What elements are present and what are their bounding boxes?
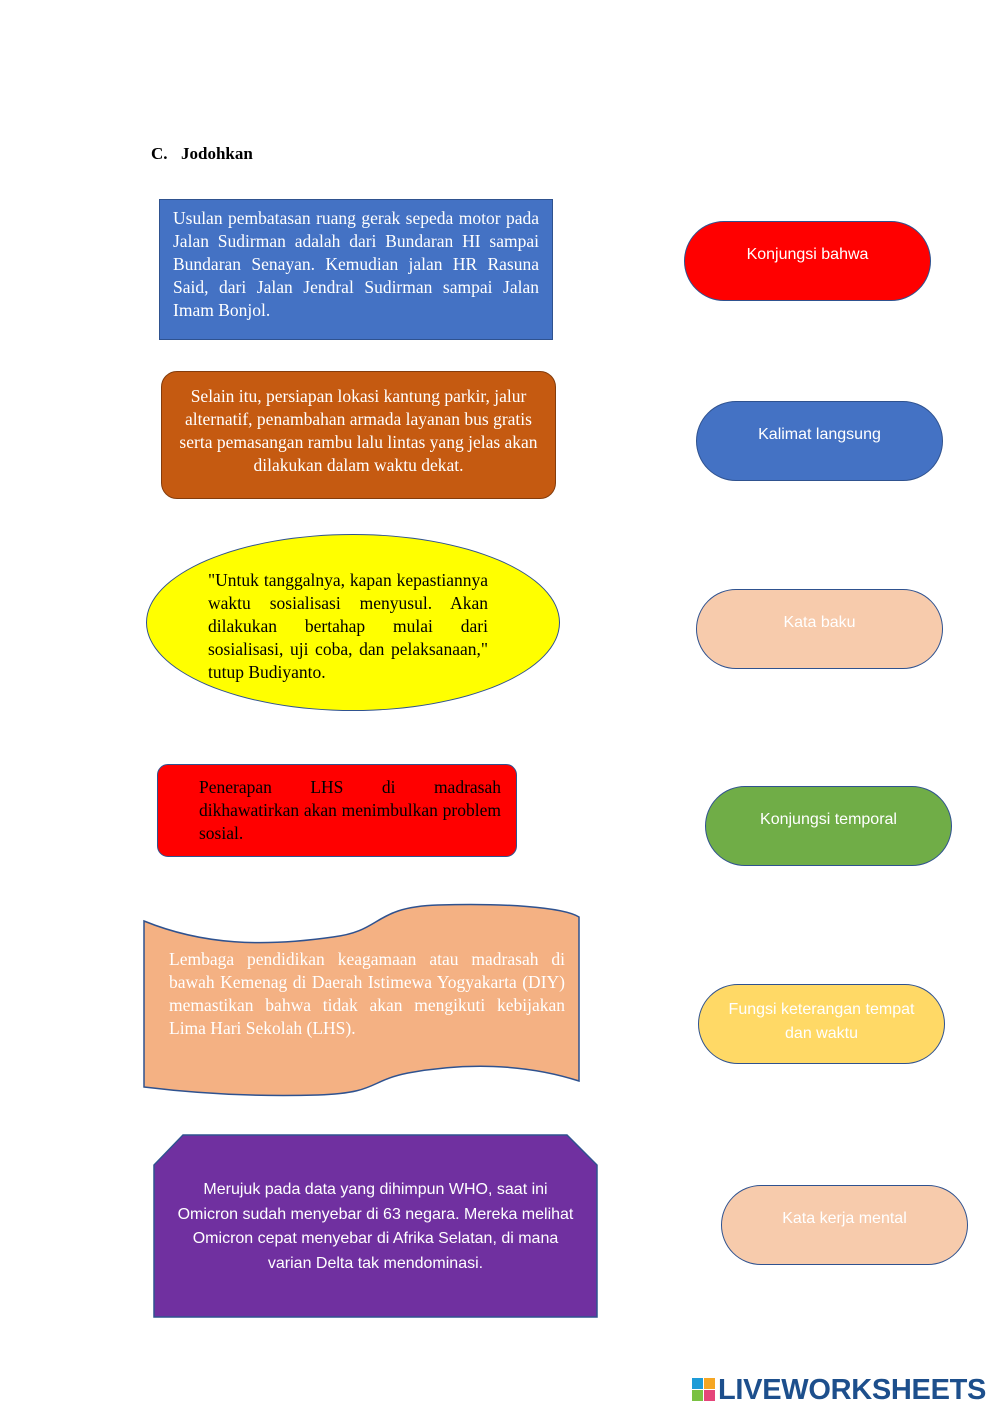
liveworksheets-logo-icon	[692, 1378, 716, 1402]
left-item-2[interactable]	[161, 371, 556, 499]
logo-text: LIVEWORKSHEETS	[718, 1373, 987, 1406]
right-item-4-text: Konjungsi temporal	[760, 811, 897, 828]
left-item-4[interactable]	[157, 764, 517, 857]
right-item-5[interactable]	[698, 984, 945, 1064]
left-item-6-text: Merujuk pada data yang dihimpun WHO, saat ini Omicron sudah menyebar di 63 negara. Mereka melihat Omicron cepat menyebar di Afrika Selatan, di mana varian Delta tak mendominasi.	[177, 1181, 574, 1272]
left-item-1-text: Usulan pembatasan ruang gerak sepeda motor pada Jalan Sudirman adalah dari Bundaran HI sampai Bundaran Senayan. Kemudian jalan HR Rasuna Said, dari Jalan Jendral Sudirman sampai Jalan Imam Bonjol.	[173, 208, 539, 320]
left-item-2-text: Selain itu, persiapan lokasi kantung parkir, jalur alternatif, penambahan armada layanan bus gratis serta pemasangan rambu lalu lintas yang jelas akan dilakukan dalam waktu dekat.	[179, 386, 538, 475]
liveworksheets-logo	[692, 1373, 992, 1407]
right-item-5-text: Fungsi keterangan tempat dan waktu	[728, 1001, 915, 1042]
left-item-3-text: "Untuk tanggalnya, kapan kepastiannya waktu sosialisasi menyusul. Akan dilakukan bertahap mulai dari sosialisasi, uji coba, dan pelaksanaan," tutup Budiyanto.	[208, 570, 488, 682]
left-item-6[interactable]	[153, 1134, 598, 1318]
section-number: C.	[151, 144, 168, 163]
right-item-2-text: Kalimat langsung	[758, 426, 881, 443]
section-heading	[151, 144, 253, 164]
right-item-6-text: Kata kerja mental	[782, 1210, 907, 1227]
left-item-1[interactable]	[159, 199, 553, 340]
left-item-5-text: Lembaga pendidikan keagamaan atau madrasah di bawah Kemenag di Daerah Istimewa Yogyakarta (DIY) memastikan bahwa tidak akan mengikuti kebijakan Lima Hari Sekolah (LHS).	[169, 949, 565, 1038]
right-item-1-text: Konjungsi bahwa	[746, 246, 869, 263]
left-item-4-text: Penerapan LHS di madrasah dikhawatirkan akan menimbulkan problem sosial.	[199, 777, 501, 843]
right-item-4[interactable]	[705, 786, 952, 866]
right-item-3-text: Kata baku	[783, 614, 856, 631]
right-item-6[interactable]	[721, 1185, 968, 1265]
right-item-1[interactable]	[684, 221, 931, 301]
section-title: Jodohkan	[181, 144, 253, 163]
right-item-2[interactable]	[696, 401, 943, 481]
left-item-3[interactable]	[146, 534, 560, 711]
right-item-3[interactable]	[696, 589, 943, 669]
left-item-5[interactable]	[143, 903, 581, 1098]
